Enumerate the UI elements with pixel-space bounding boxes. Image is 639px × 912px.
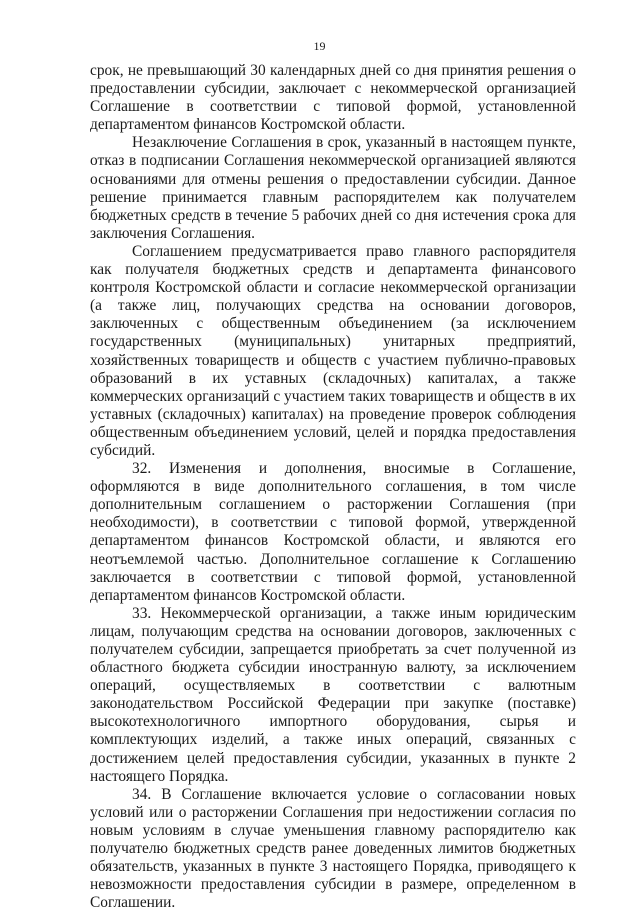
paragraph-32: 32. Изменения и дополнения, вносимые в Соглашение, оформляются в виде дополнительного соглашения, в том числе дополнительным соглашением о расторжении Соглашения (при необходимости), в соответствии с типовой формой, утвержденной департаментом финансов Костромской области, и являются его неотъемлемой частью. Дополнительное соглашение к Соглашению заключается в соответствии с типовой формой, установленной департаментом финансов Костромской области. bbox=[90, 460, 576, 604]
paragraph-inspection-rights: Соглашением предусматривается право главного распорядителя как получателя бюджетных средств и департамента финансового контроля Костромской области и согласие некоммерческой организации (а также лиц, получающих средства на основании договоров, заключенных с общественным объединением (за исключением государственных (муниципальных) унитарных предприятий, хозяйственных товариществ и обществ с участием публично-правовых образований в их уставных (складочных) капиталах, а также коммерческих организаций с участием таких товариществ и обществ в их уставных (складочных) капиталах) на проведение проверок соблюдения общественным объединением условий, целей и порядка предоставления субсидий. bbox=[90, 242, 576, 459]
paragraph-34: 34. В Соглашение включается условие о согласовании новых условий или о расторжении Соглашения при недостижении согласия по новым условиям в случае уменьшения главному распорядителю как получателю бюджетных средств ранее доведенных лимитов бюджетных обязательств, указанных в пункте 3 настоящего Порядка, приводящего к невозможности предоставления субсидии в размере, определенном в Соглашении. bbox=[90, 785, 576, 912]
page-number: 19 bbox=[313, 39, 326, 53]
paragraph-non-conclusion: Незаключение Соглашения в срок, указанный в настоящем пункте, отказ в подписании Соглашения некоммерческой организацией являются основаниями для отмены решения о предоставлении субсидии. Данное решение принимается главным распорядителем как получателем бюджетных средств в течение 5 рабочих дней со дня истечения срока для заключения Соглашения. bbox=[90, 134, 576, 242]
paragraph-33: 33. Некоммерческой организации, а также иным юридическим лицам, получающим средства на основании договоров, заключенных с получателем субсидии, запрещается приобретать за счет полученной из областного бюджета субсидии иностранную валюту, за исключением операций, осуществляемых в соответствии с валютным законодательством Российской Федерации при закупке (поставке) высокотехнологичного импортного оборудования, сырья и комплектующих изделий, а также иных операций, связанных с достижением целей предоставления субсидии, указанных в пункте 2 настоящего Порядка. bbox=[90, 604, 576, 785]
document-body bbox=[90, 62, 576, 912]
paragraph-continuation: срок, не превышающий 30 календарных дней со дня принятия решения о предоставлении субсидии, заключает с некоммерческой организацией Соглашение в соответствии с типовой формой, установленной департаментом финансов Костромской области. bbox=[90, 62, 576, 134]
